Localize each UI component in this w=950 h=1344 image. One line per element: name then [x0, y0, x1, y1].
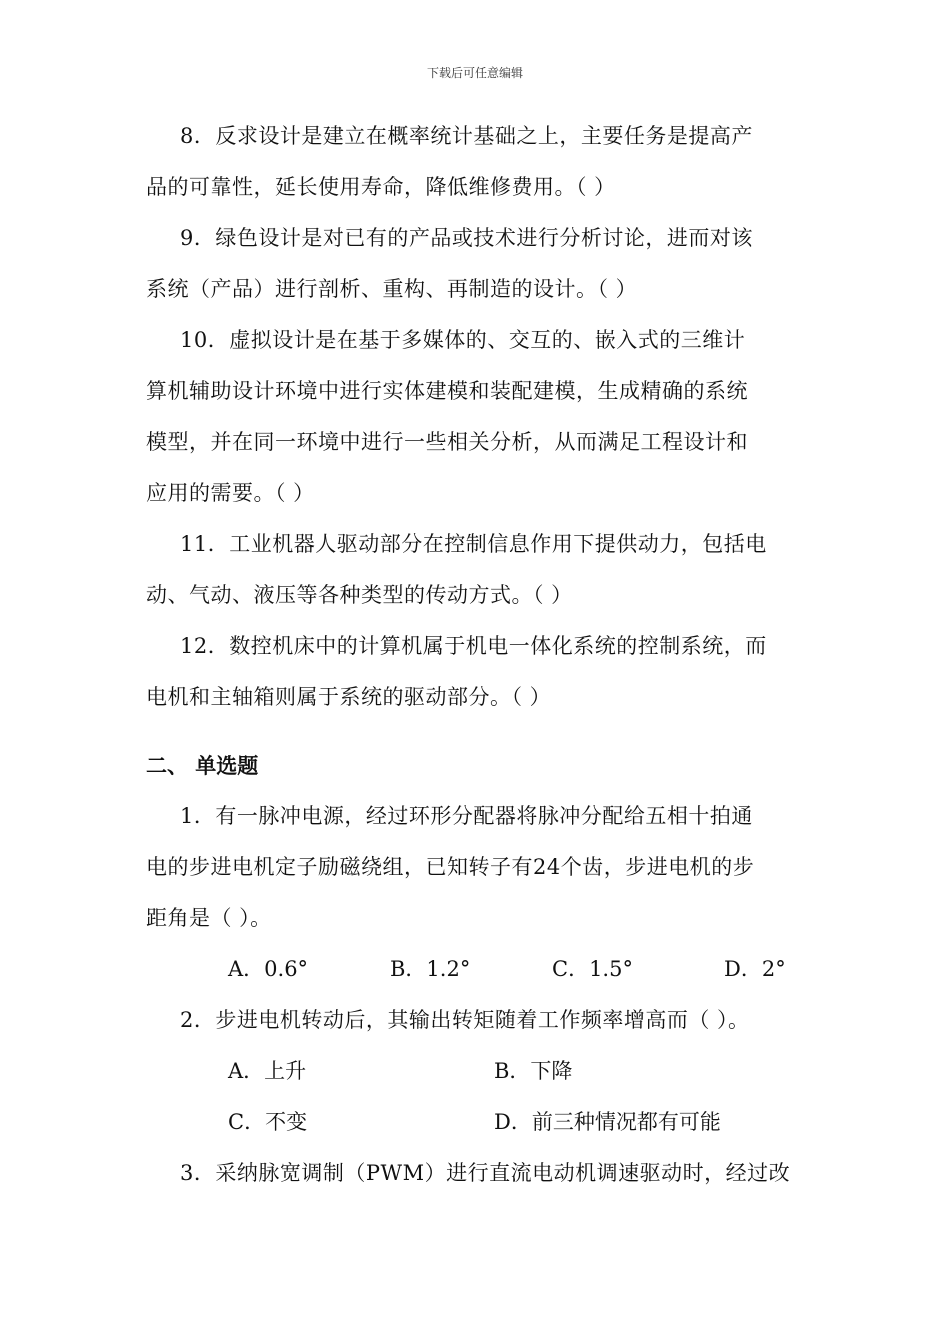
question-9-line-2: 系统（产品）进行剖析、重构、再制造的设计。（ ） — [146, 277, 638, 301]
question-10-line-3: 模型，并在同一环境中进行一些相关分析，从而满足工程设计和 — [146, 430, 748, 454]
section-title-single-choice: 二、 单选题 — [146, 753, 259, 778]
question-10-line-1: 10．虚拟设计是在基于多媒体的、交互的、嵌入式的三维计 — [180, 328, 746, 352]
page-header: 下载后可任意编辑 — [426, 66, 523, 80]
mc-question-3-line: 3．采纳脉宽调制（PWM）进行直流电动机调速驱动时，经过改 — [180, 1161, 791, 1185]
mc-question-1-line-3: 距角是（ ）。 — [146, 906, 272, 930]
mc-question-1-line-2: 电的步进电机定子励磁绕组，已知转子有24个齿，步进电机的步 — [146, 855, 755, 879]
option-b: B．1.2° — [390, 957, 471, 981]
question-10-line-2: 算机辅助设计环境中进行实体建模和装配建模，生成精确的系统 — [146, 379, 748, 403]
option-c: C．不变 — [228, 1110, 308, 1134]
document-body — [146, 112, 810, 1200]
option-b: B．下降 — [494, 1059, 573, 1083]
option-c: C．1.5° — [552, 957, 633, 981]
question-12-line-2: 电机和主轴箱则属于系统的驱动部分。（ ） — [146, 685, 552, 709]
mc-question-2-options-row-1 — [146, 1047, 810, 1098]
mc-question-1-line-1: 1．有一脉冲电源，经过环形分配器将脉冲分配给五相十拍通 — [180, 804, 753, 828]
question-12-line-1: 12．数控机床中的计算机属于机电一体化系统的控制系统，而 — [180, 634, 767, 658]
question-10-line-4: 应用的需要。（ ） — [146, 481, 315, 505]
option-a: A．上升 — [228, 1059, 307, 1083]
mc-question-1-options — [146, 945, 810, 996]
option-d: D．2° — [724, 957, 786, 981]
question-8-line-1: 8．反求设计是建立在概率统计基础之上，主要任务是提高产 — [180, 124, 753, 148]
mc-question-2-options-row-2 — [146, 1098, 810, 1149]
question-9-line-1: 9．绿色设计是对已有的产品或技术进行分析讨论，进而对该 — [180, 226, 753, 250]
question-8-line-2: 品的可靠性，延长使用寿命，降低维修费用。（ ） — [146, 175, 616, 199]
question-11-line-2: 动、气动、液压等各种类型的传动方式。（ ） — [146, 583, 573, 607]
mc-question-2-line: 2．步进电机转动后，其输出转矩随着工作频率增高而（ ）。 — [180, 1008, 750, 1032]
option-d: D．前三种情况都有可能 — [494, 1110, 721, 1134]
question-11-line-1: 11．工业机器人驱动部分在控制信息作用下提供动力，包括电 — [180, 532, 767, 556]
option-a: A．0.6° — [228, 957, 309, 981]
